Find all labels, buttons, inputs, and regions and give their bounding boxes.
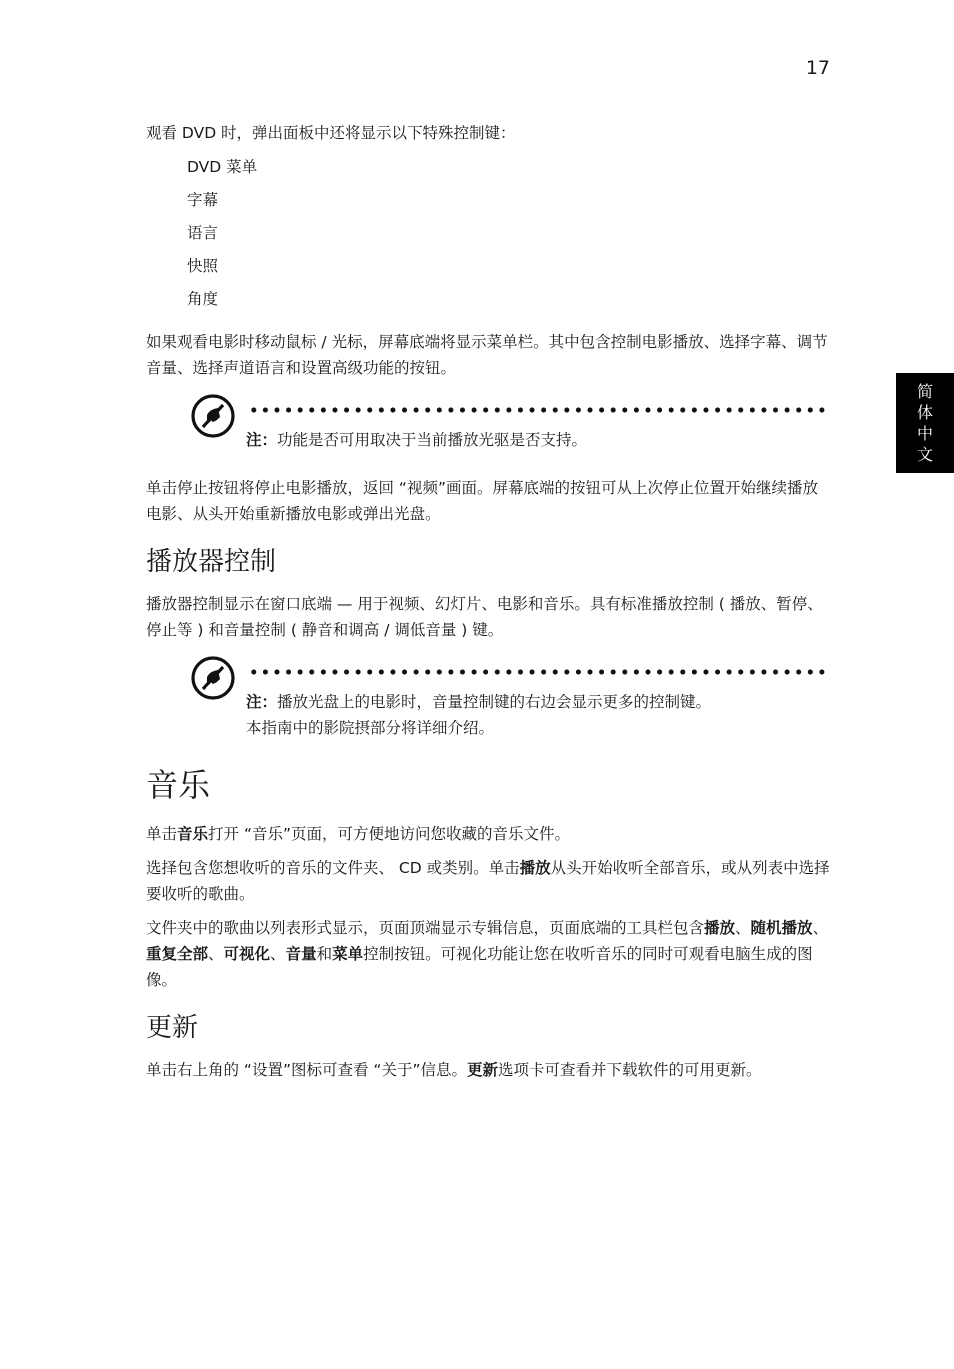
page-number: 17 — [805, 57, 830, 79]
music-paragraph-3: 文件夹中的歌曲以列表形式显示，页面顶端显示专辑信息，页面底端的工具栏包含播放、随机播放、重复全部、可视化、音量和菜单控制按钮。可视化功能让您在收听音乐的同时可观看电脑生成的图像。 — [146, 919, 829, 989]
note-body-line2: 本指南中的影院摂部分将详细介绍。 — [246, 719, 495, 737]
note-body: 功能是否可用取决于当前播放光驱是否支持。 — [277, 431, 588, 449]
player-paragraph: 播放器控制显示在窗口底端 — 用于视频、幻灯片、电影和音乐。具有标准播放控制 ( 播放、暂停、停止等 ) 和音量控制 ( 静音和调高 / 调低音量 ) 键。 — [146, 595, 823, 639]
note-text — [190, 655, 830, 741]
note-text — [190, 393, 830, 453]
note-box — [190, 655, 830, 741]
language-tab-label: 简体中文 — [916, 382, 933, 464]
list-item: 语言 — [187, 224, 219, 242]
note-icon — [190, 393, 236, 439]
note-box — [190, 393, 830, 453]
update-paragraph: 单击右上角的 “设置”图标可查看 “关于”信息。更新选项卡可查看并下载软件的可用更新。 — [146, 1061, 762, 1079]
dvd-intro: 观看 DVD 时，弹出面板中还将显示以下特殊控制键： — [146, 124, 516, 142]
language-tab — [896, 373, 954, 473]
stop-paragraph: 单击停止按钮将停止电影播放，返回 “视频”画面。屏幕底端的按钮可从上次停止位置开始继续播放电影、从头开始重新播放电影或弹出光盘。 — [146, 479, 818, 523]
list-item: 字幕 — [187, 191, 219, 209]
music-paragraph-2: 选择包含您想收听的音乐的文件夹、 CD 或类别。单击播放从头开始收听全部音乐，或从列表中选择要收听的歌曲。 — [146, 859, 830, 903]
section-heading-music: 音乐 — [146, 766, 211, 804]
menu-bar-paragraph: 如果观看电影时移动鼠标 / 光标，屏幕底端将显示菜单栏。其中包含控制电影播放、选择字幕、调节音量、选择声道语言和设置高级功能的按钮。 — [146, 333, 828, 377]
note-divider — [248, 669, 830, 675]
section-heading-player: 播放器控制 — [146, 547, 277, 577]
list-item: DVD 菜单 — [187, 158, 258, 176]
note-body: 播放光盘上的电影时，音量控制键的右边会显示更多的控制键。 — [277, 693, 712, 711]
dvd-controls-list — [187, 154, 830, 319]
section-heading-update: 更新 — [146, 1013, 199, 1043]
list-item: 快照 — [187, 257, 219, 275]
note-icon — [190, 655, 236, 701]
list-item: 角度 — [187, 290, 219, 308]
music-paragraph-1: 单击音乐打开 “音乐”页面，可方便地访问您收藏的音乐文件。 — [146, 825, 571, 843]
note-label: 注： — [246, 693, 278, 711]
page-content — [146, 120, 830, 1091]
note-divider — [248, 407, 830, 413]
note-label: 注： — [246, 431, 278, 449]
